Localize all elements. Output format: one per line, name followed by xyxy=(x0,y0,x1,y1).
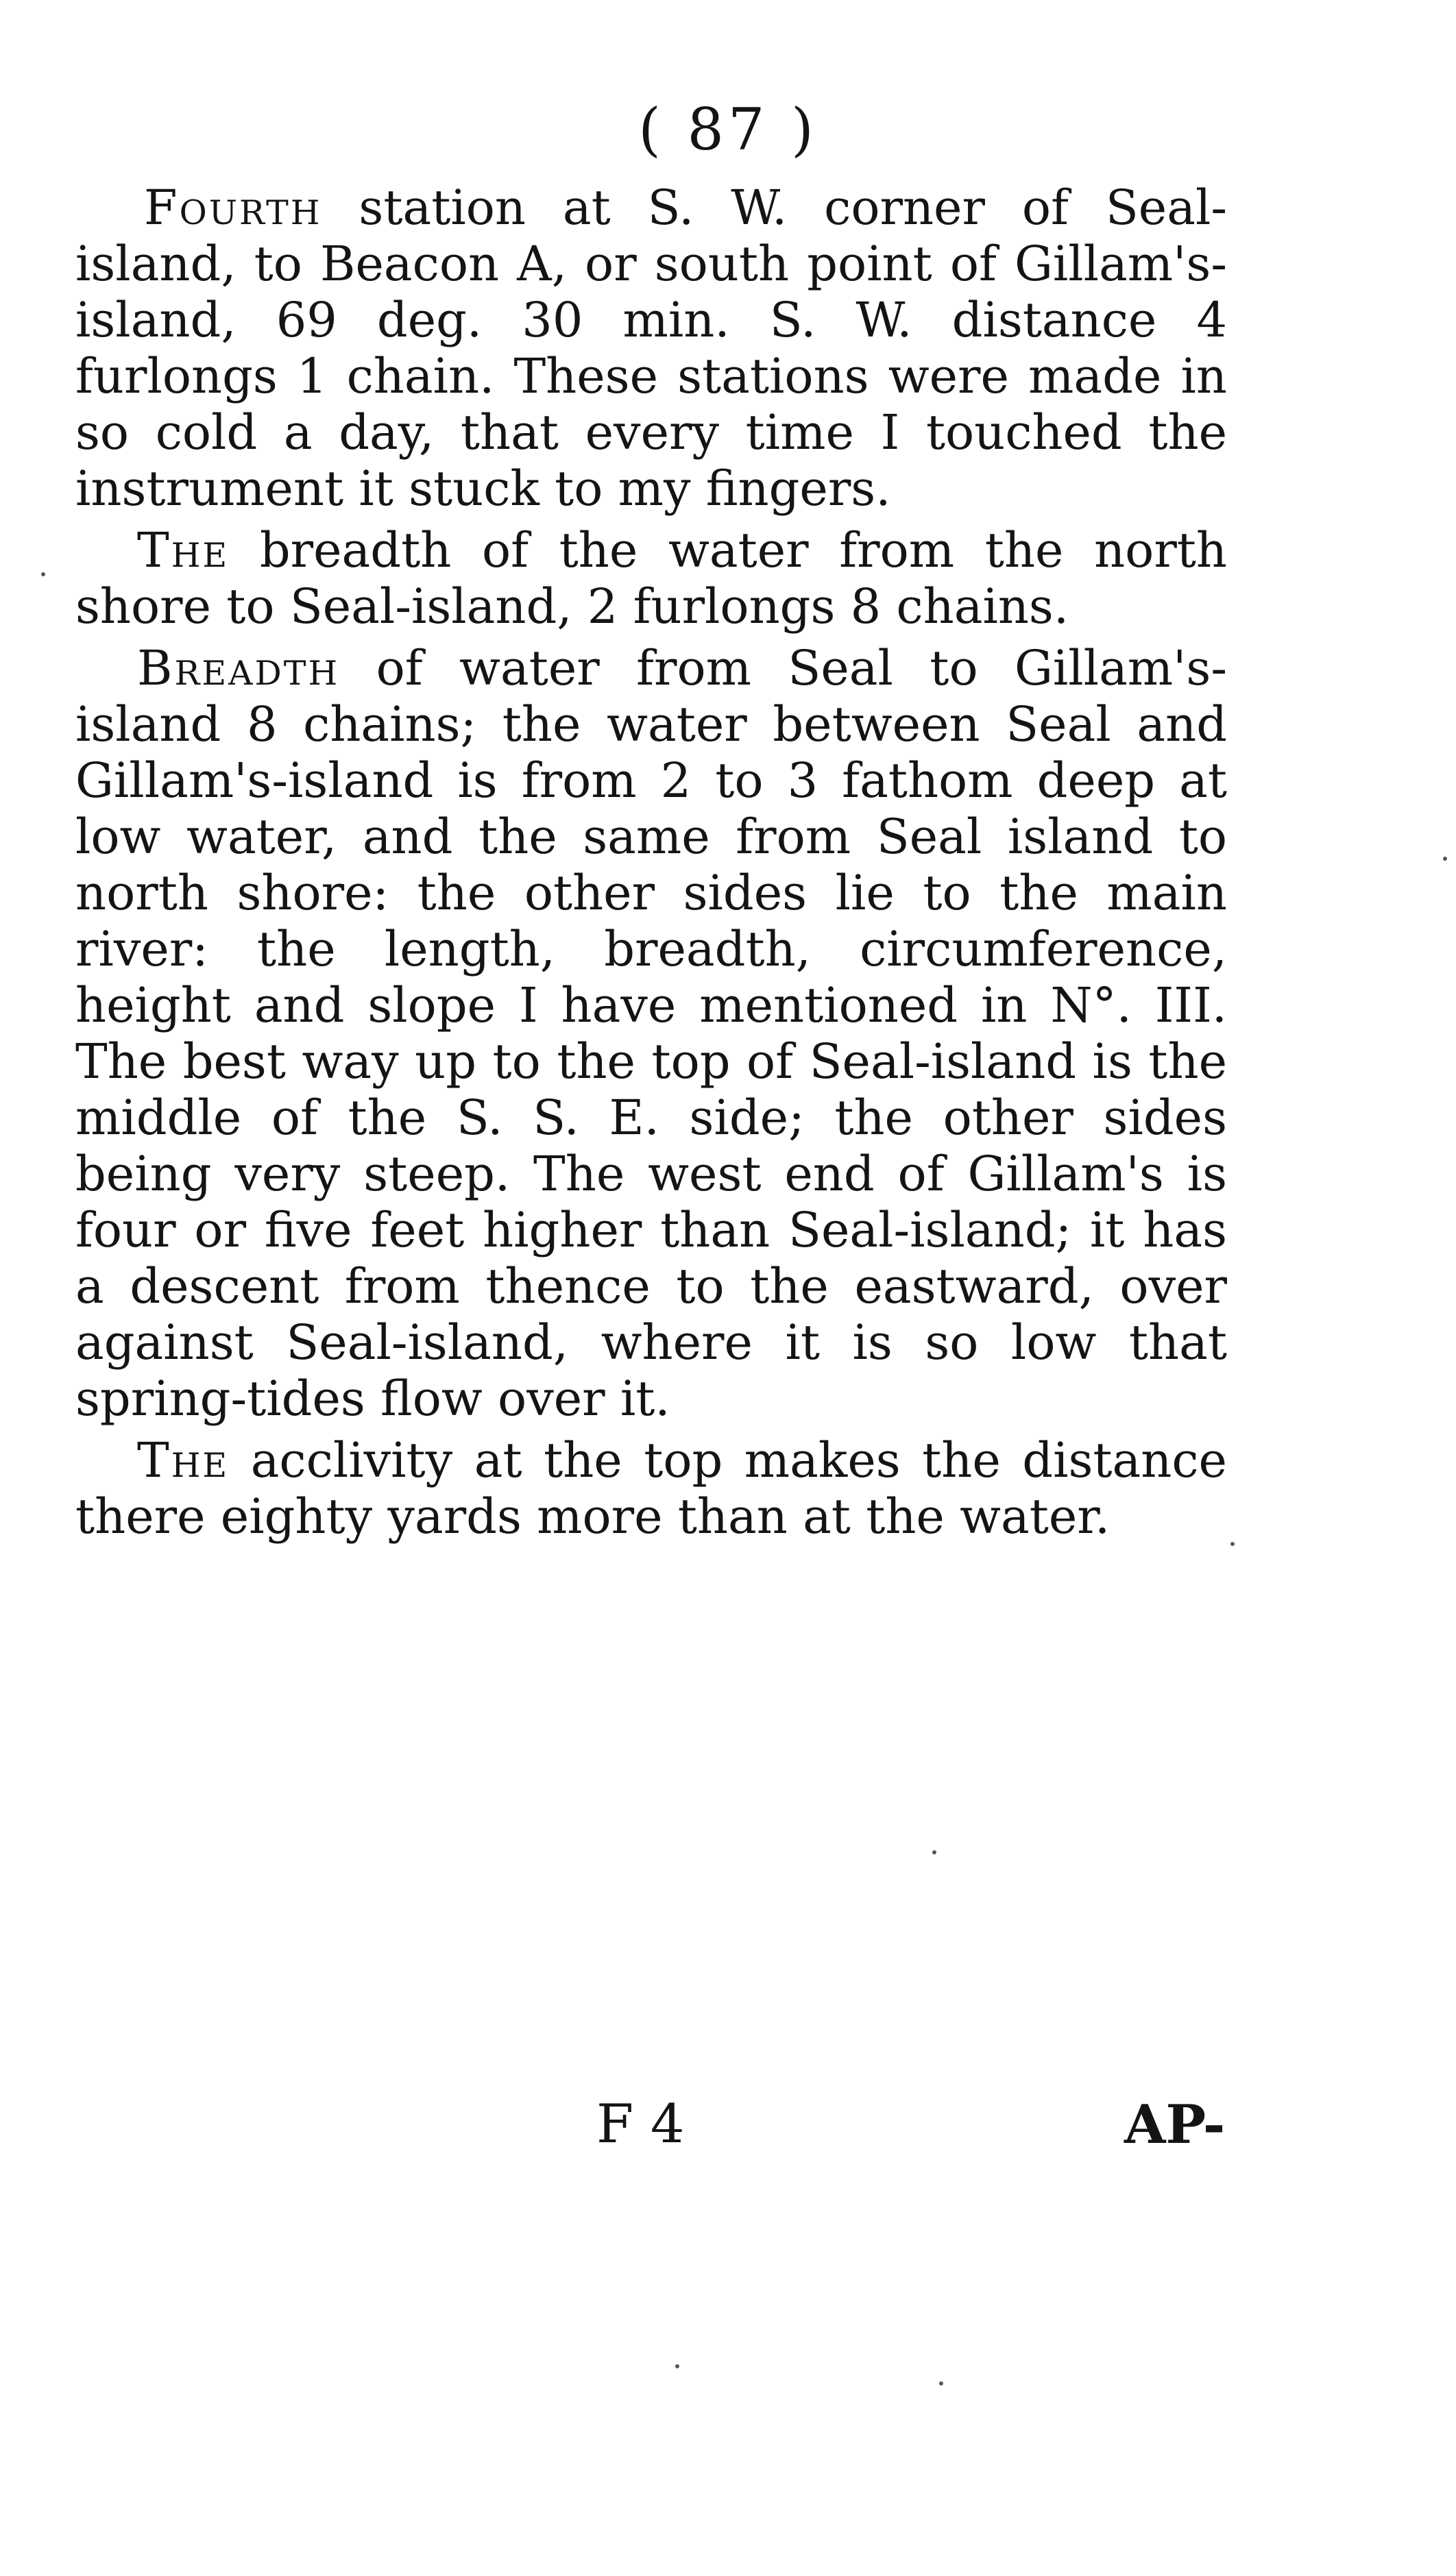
paragraph-text: breadth of the water from the north shore to Seal-island, 2 furlongs 8 chains. xyxy=(75,522,1227,635)
paragraph-text: station at S. W. corner of Seal-island, to Beacon A, or south point of Gillam's-island, 69 deg. 30 min. S. W. distance 4 furlongs 1 chain. These stations were made in so cold a day, that every time I touched the instrument it stuck to my fingers. xyxy=(75,180,1227,517)
paper-speck xyxy=(41,572,45,576)
paragraph-fourth-station xyxy=(75,180,1227,517)
paragraph-text: acclivity at the top makes the distance there eighty yards more than at the water. xyxy=(75,1432,1227,1545)
paragraph-lead: Fourth xyxy=(144,180,322,236)
paragraph-acclivity xyxy=(75,1432,1227,1545)
paragraph-lead: Breadth xyxy=(137,640,340,696)
signature-mark: F 4 xyxy=(596,2094,685,2155)
paragraph-lead: The xyxy=(137,522,230,578)
paper-speck xyxy=(675,2364,679,2368)
paragraph-breadth-seal-gillam xyxy=(75,640,1227,1427)
paragraph-text: of water from Seal to Gillam's-island 8 chains; the water between Seal and Gillam's-island is from 2 to 3 fathom deep at low water, and the same from Seal island to north shore: the other sides lie to the main river: the length, breadth, circumference, height and slope I have mentioned in N°. III. The best way up to the top of Seal-island is the middle of the S. S. E. side; the other sides being very steep. The west end of Gillam's is four or five feet higher than Seal-island; it has a descent from thence to the eastward, over against Seal-island, where it is so low that spring-tides flow over it. xyxy=(75,640,1227,1427)
paper-speck xyxy=(932,1850,936,1854)
paragraph-lead: The xyxy=(137,1432,230,1488)
body-text xyxy=(75,180,1227,1550)
page-number: ( 87 ) xyxy=(638,96,818,163)
paper-speck xyxy=(939,2381,943,2385)
paper-speck xyxy=(1443,857,1447,861)
paragraph-breadth-north-shore xyxy=(75,522,1227,635)
catchword: AP- xyxy=(1124,2094,1226,2156)
paper-speck xyxy=(1230,1542,1235,1546)
